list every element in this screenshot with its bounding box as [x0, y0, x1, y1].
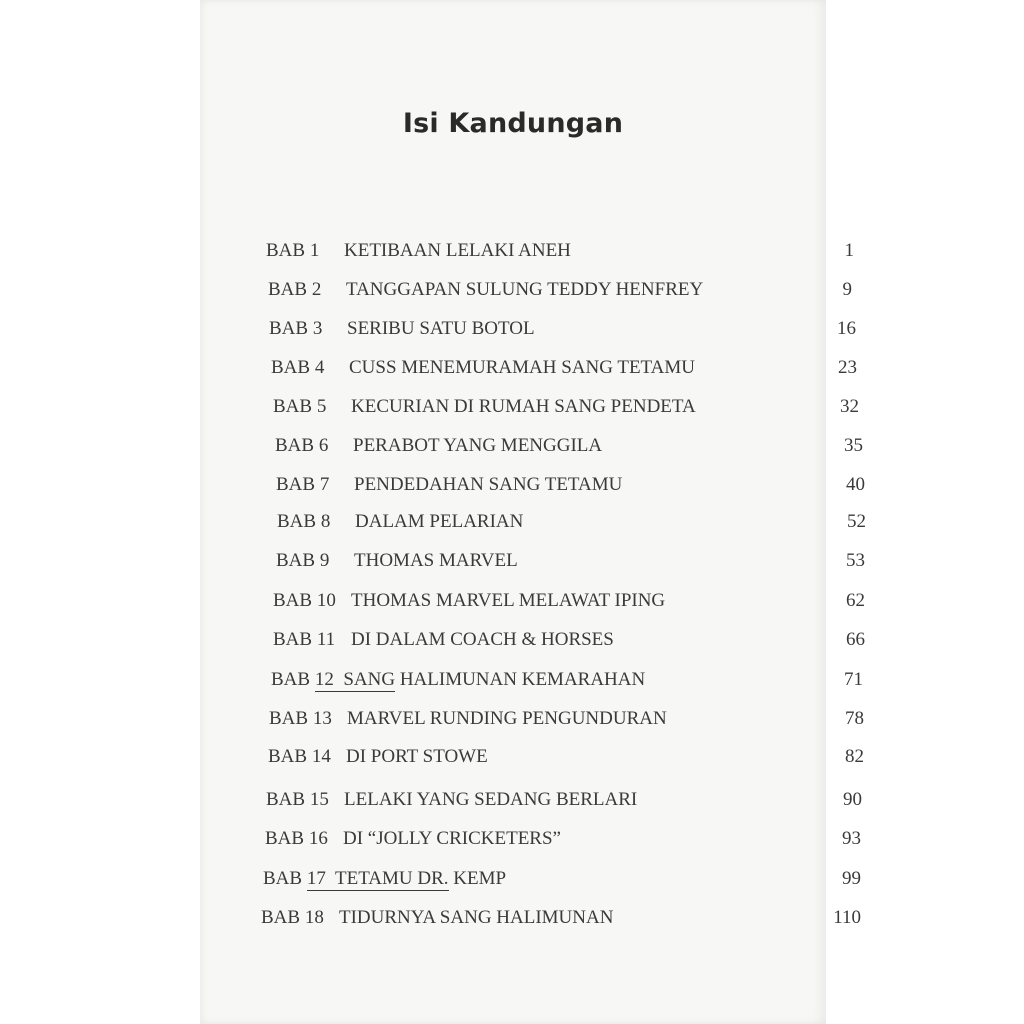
chapter-number: BAB 8: [277, 511, 331, 532]
chapter-number: BAB 9: [276, 550, 330, 571]
chapter-page: 16: [837, 318, 856, 339]
chapter-page: 82: [845, 746, 864, 767]
chapter-title: CUSS MENEMURAMAH SANG TETAMU: [349, 357, 695, 378]
underlined-text: 17 TETAMU DR.: [306, 868, 449, 889]
chapter-page: 32: [840, 396, 859, 417]
chapter-number: [263, 868, 506, 890]
chapter-title: KEMP: [453, 868, 507, 889]
book-page: [200, 0, 866, 1024]
chapter-title: DALAM PELARIAN: [355, 511, 524, 532]
chapter-title: TANGGAPAN SULUNG TEDDY HENFREY: [346, 279, 704, 300]
chapter-title: THOMAS MARVEL: [354, 550, 518, 571]
chapter-title: HALIMUNAN KEMARAHAN: [399, 669, 646, 690]
chapter-page: 35: [844, 435, 863, 456]
chapter-number: BAB 14: [268, 746, 331, 767]
chapter-page: 62: [846, 590, 865, 611]
chapter-prefix: BAB: [263, 868, 303, 889]
chapter-title: KETIBAAN LELAKI ANEH: [344, 240, 571, 261]
chapter-page: 71: [844, 669, 863, 690]
chapter-number: BAB 13: [269, 708, 332, 729]
chapter-title: DI DALAM COACH & HORSES: [351, 629, 614, 650]
chapter-title: DI “JOLLY CRICKETERS”: [343, 828, 561, 849]
chapter-title: PENDEDAHAN SANG TETAMU: [354, 474, 623, 495]
chapter-page: 110: [833, 907, 861, 928]
table-of-contents: [200, 0, 866, 1024]
chapter-number: BAB 2: [268, 279, 322, 300]
chapter-title: THOMAS MARVEL MELAWAT IPING: [351, 590, 666, 611]
chapter-page: 40: [846, 474, 865, 495]
chapter-page: 93: [842, 828, 861, 849]
chapter-page: 78: [845, 708, 864, 729]
chapter-number: BAB 6: [275, 435, 329, 456]
chapter-page: 66: [846, 629, 865, 650]
chapter-number: BAB 18: [261, 907, 324, 928]
chapter-number: BAB 15: [266, 789, 329, 810]
chapter-page: 53: [846, 550, 865, 571]
chapter-prefix: BAB: [271, 669, 311, 690]
chapter-number: BAB 11: [273, 629, 336, 650]
chapter-number: BAB 1: [266, 240, 320, 261]
chapter-title: MARVEL RUNDING PENGUNDURAN: [347, 708, 667, 729]
chapter-number: BAB 4: [271, 357, 325, 378]
chapter-number: BAB 3: [269, 318, 323, 339]
underlined-text: 12 SANG: [314, 669, 396, 690]
chapter-title: SERIBU SATU BOTOL: [347, 318, 535, 339]
chapter-number: [271, 669, 645, 691]
chapter-page: 1: [844, 240, 854, 261]
page-title: Isi Kandungan: [402, 108, 624, 139]
chapter-page: 9: [842, 279, 852, 300]
chapter-number: BAB 7: [276, 474, 330, 495]
chapter-number: BAB 16: [265, 828, 328, 849]
chapter-number: BAB 5: [273, 396, 327, 417]
chapter-page: 23: [838, 357, 857, 378]
chapter-number: BAB 10: [273, 590, 336, 611]
chapter-title: KECURIAN DI RUMAH SANG PENDETA: [351, 396, 696, 417]
chapter-page: 90: [843, 789, 862, 810]
chapter-page: 99: [842, 868, 861, 889]
chapter-page: 52: [847, 511, 866, 532]
chapter-title: LELAKI YANG SEDANG BERLARI: [344, 789, 638, 810]
chapter-title: DI PORT STOWE: [346, 746, 488, 767]
chapter-title: PERABOT YANG MENGGILA: [353, 435, 603, 456]
chapter-title: TIDURNYA SANG HALIMUNAN: [339, 907, 614, 928]
